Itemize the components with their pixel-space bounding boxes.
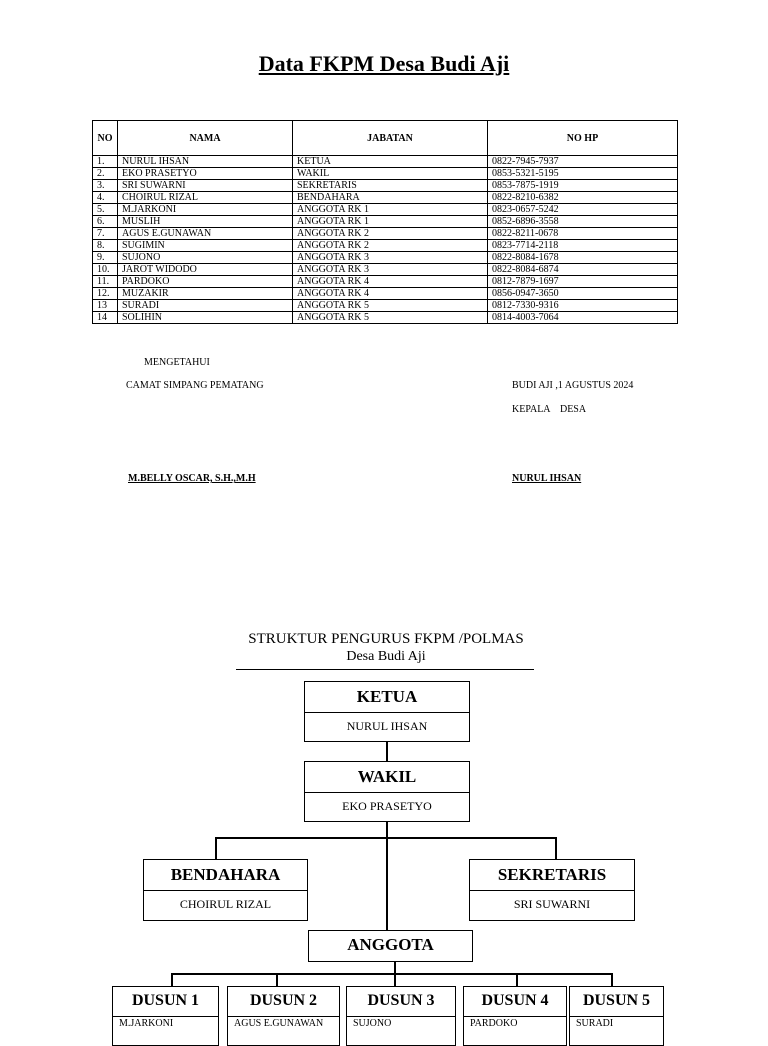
cell-jabatan: KETUA xyxy=(293,156,488,168)
cell-nama: SOLIHIN xyxy=(118,312,293,324)
dusun-3-name: SUJONO xyxy=(353,1018,392,1029)
cell-no-hp: 0822-8084-6874 xyxy=(488,264,678,276)
node-bendahara-name: CHOIRUL RIZAL xyxy=(179,897,272,911)
dusun-4-name: PARDOKO xyxy=(470,1018,518,1029)
connector-horizontal-staff xyxy=(215,837,556,839)
node-wakil xyxy=(304,761,470,822)
table-row xyxy=(93,192,678,204)
cell-no: 12. xyxy=(93,288,118,300)
dusun-5-name: SURADI xyxy=(576,1018,614,1029)
table-row xyxy=(93,168,678,180)
cell-no-hp: 0853-7875-1919 xyxy=(488,180,678,192)
cell-nama: MUSLIH xyxy=(118,216,293,228)
cell-nama: M.JARKONI xyxy=(118,204,293,216)
cell-jabatan: SEKRETARIS xyxy=(293,180,488,192)
org-chart-title: STRUKTUR PENGURUS FKPM /POLMAS xyxy=(248,631,524,647)
cell-nama: SUGIMIN xyxy=(118,240,293,252)
node-wakil-name: EKO PRASETYO xyxy=(342,799,432,813)
header-jabatan: JABATAN xyxy=(293,121,488,156)
cell-no-hp: 0822-7945-7937 xyxy=(488,156,678,168)
place-date: BUDI AJI ,1 AGUSTUS 2024 xyxy=(512,380,634,391)
cell-jabatan: ANGGOTA RK 1 xyxy=(293,216,488,228)
cell-no-hp: 0853-5321-5195 xyxy=(488,168,678,180)
node-dusun-1 xyxy=(112,986,219,1046)
cell-no: 4. xyxy=(93,192,118,204)
connector-dusun-5 xyxy=(611,973,613,987)
cell-nama: MUZAKIR xyxy=(118,288,293,300)
cell-no-hp: 0812-7330-9316 xyxy=(488,300,678,312)
node-ketua xyxy=(304,681,470,742)
table-row xyxy=(93,240,678,252)
cell-jabatan: ANGGOTA RK 4 xyxy=(293,276,488,288)
connector-dusun-2 xyxy=(276,973,278,987)
camat-name: M.BELLY OSCAR, S.H.,M.H xyxy=(128,473,256,484)
node-ketua-name: NURUL IHSAN xyxy=(346,719,428,733)
cell-jabatan: ANGGOTA RK 5 xyxy=(293,300,488,312)
connector-sekretaris xyxy=(555,837,557,860)
cell-no-hp: 0823-7714-2118 xyxy=(488,240,678,252)
node-wakil-role: WAKIL xyxy=(305,762,469,793)
document-title: Data FKPM Desa Budi Aji xyxy=(258,51,510,76)
cell-nama: SURADI xyxy=(118,300,293,312)
cell-nama: NURUL IHSAN xyxy=(118,156,293,168)
cell-jabatan: ANGGOTA RK 2 xyxy=(293,228,488,240)
table-row xyxy=(93,276,678,288)
cell-no-hp: 0822-8084-1678 xyxy=(488,252,678,264)
cell-no: 5. xyxy=(93,204,118,216)
cell-no: 1. xyxy=(93,156,118,168)
node-anggota xyxy=(308,930,473,962)
dusun-2-label: DUSUN 2 xyxy=(228,987,339,1017)
table-row xyxy=(93,216,678,228)
dusun-5-label: DUSUN 5 xyxy=(570,987,663,1017)
kepala-desa-title: KEPALA DESA xyxy=(512,404,587,415)
dusun-1-name: M.JARKONI xyxy=(119,1018,174,1029)
table-row xyxy=(93,312,678,324)
cell-no-hp: 0814-4003-7064 xyxy=(488,312,678,324)
kepala-desa-name: NURUL IHSAN xyxy=(512,473,582,484)
cell-nama: CHOIRUL RIZAL xyxy=(118,192,293,204)
member-table xyxy=(92,120,678,324)
cell-nama: SUJONO xyxy=(118,252,293,264)
cell-no: 2. xyxy=(93,168,118,180)
node-sekretaris xyxy=(469,859,635,921)
node-bendahara-role: BENDAHARA xyxy=(144,860,307,891)
connector-dusun-1 xyxy=(171,973,173,987)
connector-dusun-3 xyxy=(394,973,396,987)
cell-nama: AGUS E.GUNAWAN xyxy=(118,228,293,240)
table-row xyxy=(93,180,678,192)
org-chart-subtitle: Desa Budi Aji xyxy=(346,649,426,664)
connector-dusun-4 xyxy=(516,973,518,987)
cell-nama: JAROT WIDODO xyxy=(118,264,293,276)
cell-jabatan: ANGGOTA RK 4 xyxy=(293,288,488,300)
header-no-hp: NO HP xyxy=(488,121,678,156)
cell-no: 6. xyxy=(93,216,118,228)
table-row xyxy=(93,264,678,276)
table-header-row xyxy=(93,121,678,156)
cell-jabatan: ANGGOTA RK 2 xyxy=(293,240,488,252)
dusun-3-label: DUSUN 3 xyxy=(347,987,455,1017)
cell-jabatan: WAKIL xyxy=(293,168,488,180)
table-body xyxy=(93,156,678,324)
cell-no-hp: 0856-0947-3650 xyxy=(488,288,678,300)
connector-bendahara xyxy=(215,837,217,860)
cell-nama: EKO PRASETYO xyxy=(118,168,293,180)
table-row xyxy=(93,228,678,240)
cell-no: 7. xyxy=(93,228,118,240)
cell-no: 8. xyxy=(93,240,118,252)
node-dusun-5 xyxy=(569,986,664,1046)
node-ketua-role: KETUA xyxy=(305,682,469,713)
cell-no-hp: 0852-6896-3558 xyxy=(488,216,678,228)
cell-no-hp: 0822-8210-6382 xyxy=(488,192,678,204)
table-row xyxy=(93,204,678,216)
cell-no-hp: 0822-8211-0678 xyxy=(488,228,678,240)
cell-jabatan: ANGGOTA RK 1 xyxy=(293,204,488,216)
header-nama: NAMA xyxy=(118,121,293,156)
node-sekretaris-role: SEKRETARIS xyxy=(470,860,634,891)
node-dusun-4 xyxy=(463,986,567,1046)
cell-jabatan: ANGGOTA RK 3 xyxy=(293,264,488,276)
cell-no: 9. xyxy=(93,252,118,264)
cell-jabatan: ANGGOTA RK 5 xyxy=(293,312,488,324)
cell-no: 11. xyxy=(93,276,118,288)
node-bendahara xyxy=(143,859,308,921)
cell-jabatan: BENDAHARA xyxy=(293,192,488,204)
table-row xyxy=(93,156,678,168)
node-dusun-3 xyxy=(346,986,456,1046)
cell-nama: PARDOKO xyxy=(118,276,293,288)
header-no: NO xyxy=(93,121,118,156)
cell-no: 13 xyxy=(93,300,118,312)
cell-no: 14 xyxy=(93,312,118,324)
org-chart-divider xyxy=(236,669,534,670)
dusun-1-label: DUSUN 1 xyxy=(113,987,218,1017)
cell-jabatan: ANGGOTA RK 3 xyxy=(293,252,488,264)
node-dusun-2 xyxy=(227,986,340,1046)
connector-ketua-wakil xyxy=(386,741,388,762)
camat-title: CAMAT SIMPANG PEMATANG xyxy=(126,380,264,391)
dusun-4-label: DUSUN 4 xyxy=(464,987,566,1017)
table-row xyxy=(93,300,678,312)
dusun-2-name: AGUS E.GUNAWAN xyxy=(234,1018,324,1029)
mengetahui-label: MENGETAHUI xyxy=(144,357,210,368)
node-anggota-label: ANGGOTA xyxy=(347,935,434,954)
node-sekretaris-name: SRI SUWARNI xyxy=(513,897,591,911)
connector-horizontal-dusun xyxy=(171,973,611,975)
cell-no-hp: 0823-0657-5242 xyxy=(488,204,678,216)
cell-nama: SRI SUWARNI xyxy=(118,180,293,192)
table-row xyxy=(93,288,678,300)
table-row xyxy=(93,252,678,264)
cell-no: 3. xyxy=(93,180,118,192)
cell-no: 10. xyxy=(93,264,118,276)
cell-no-hp: 0812-7879-1697 xyxy=(488,276,678,288)
